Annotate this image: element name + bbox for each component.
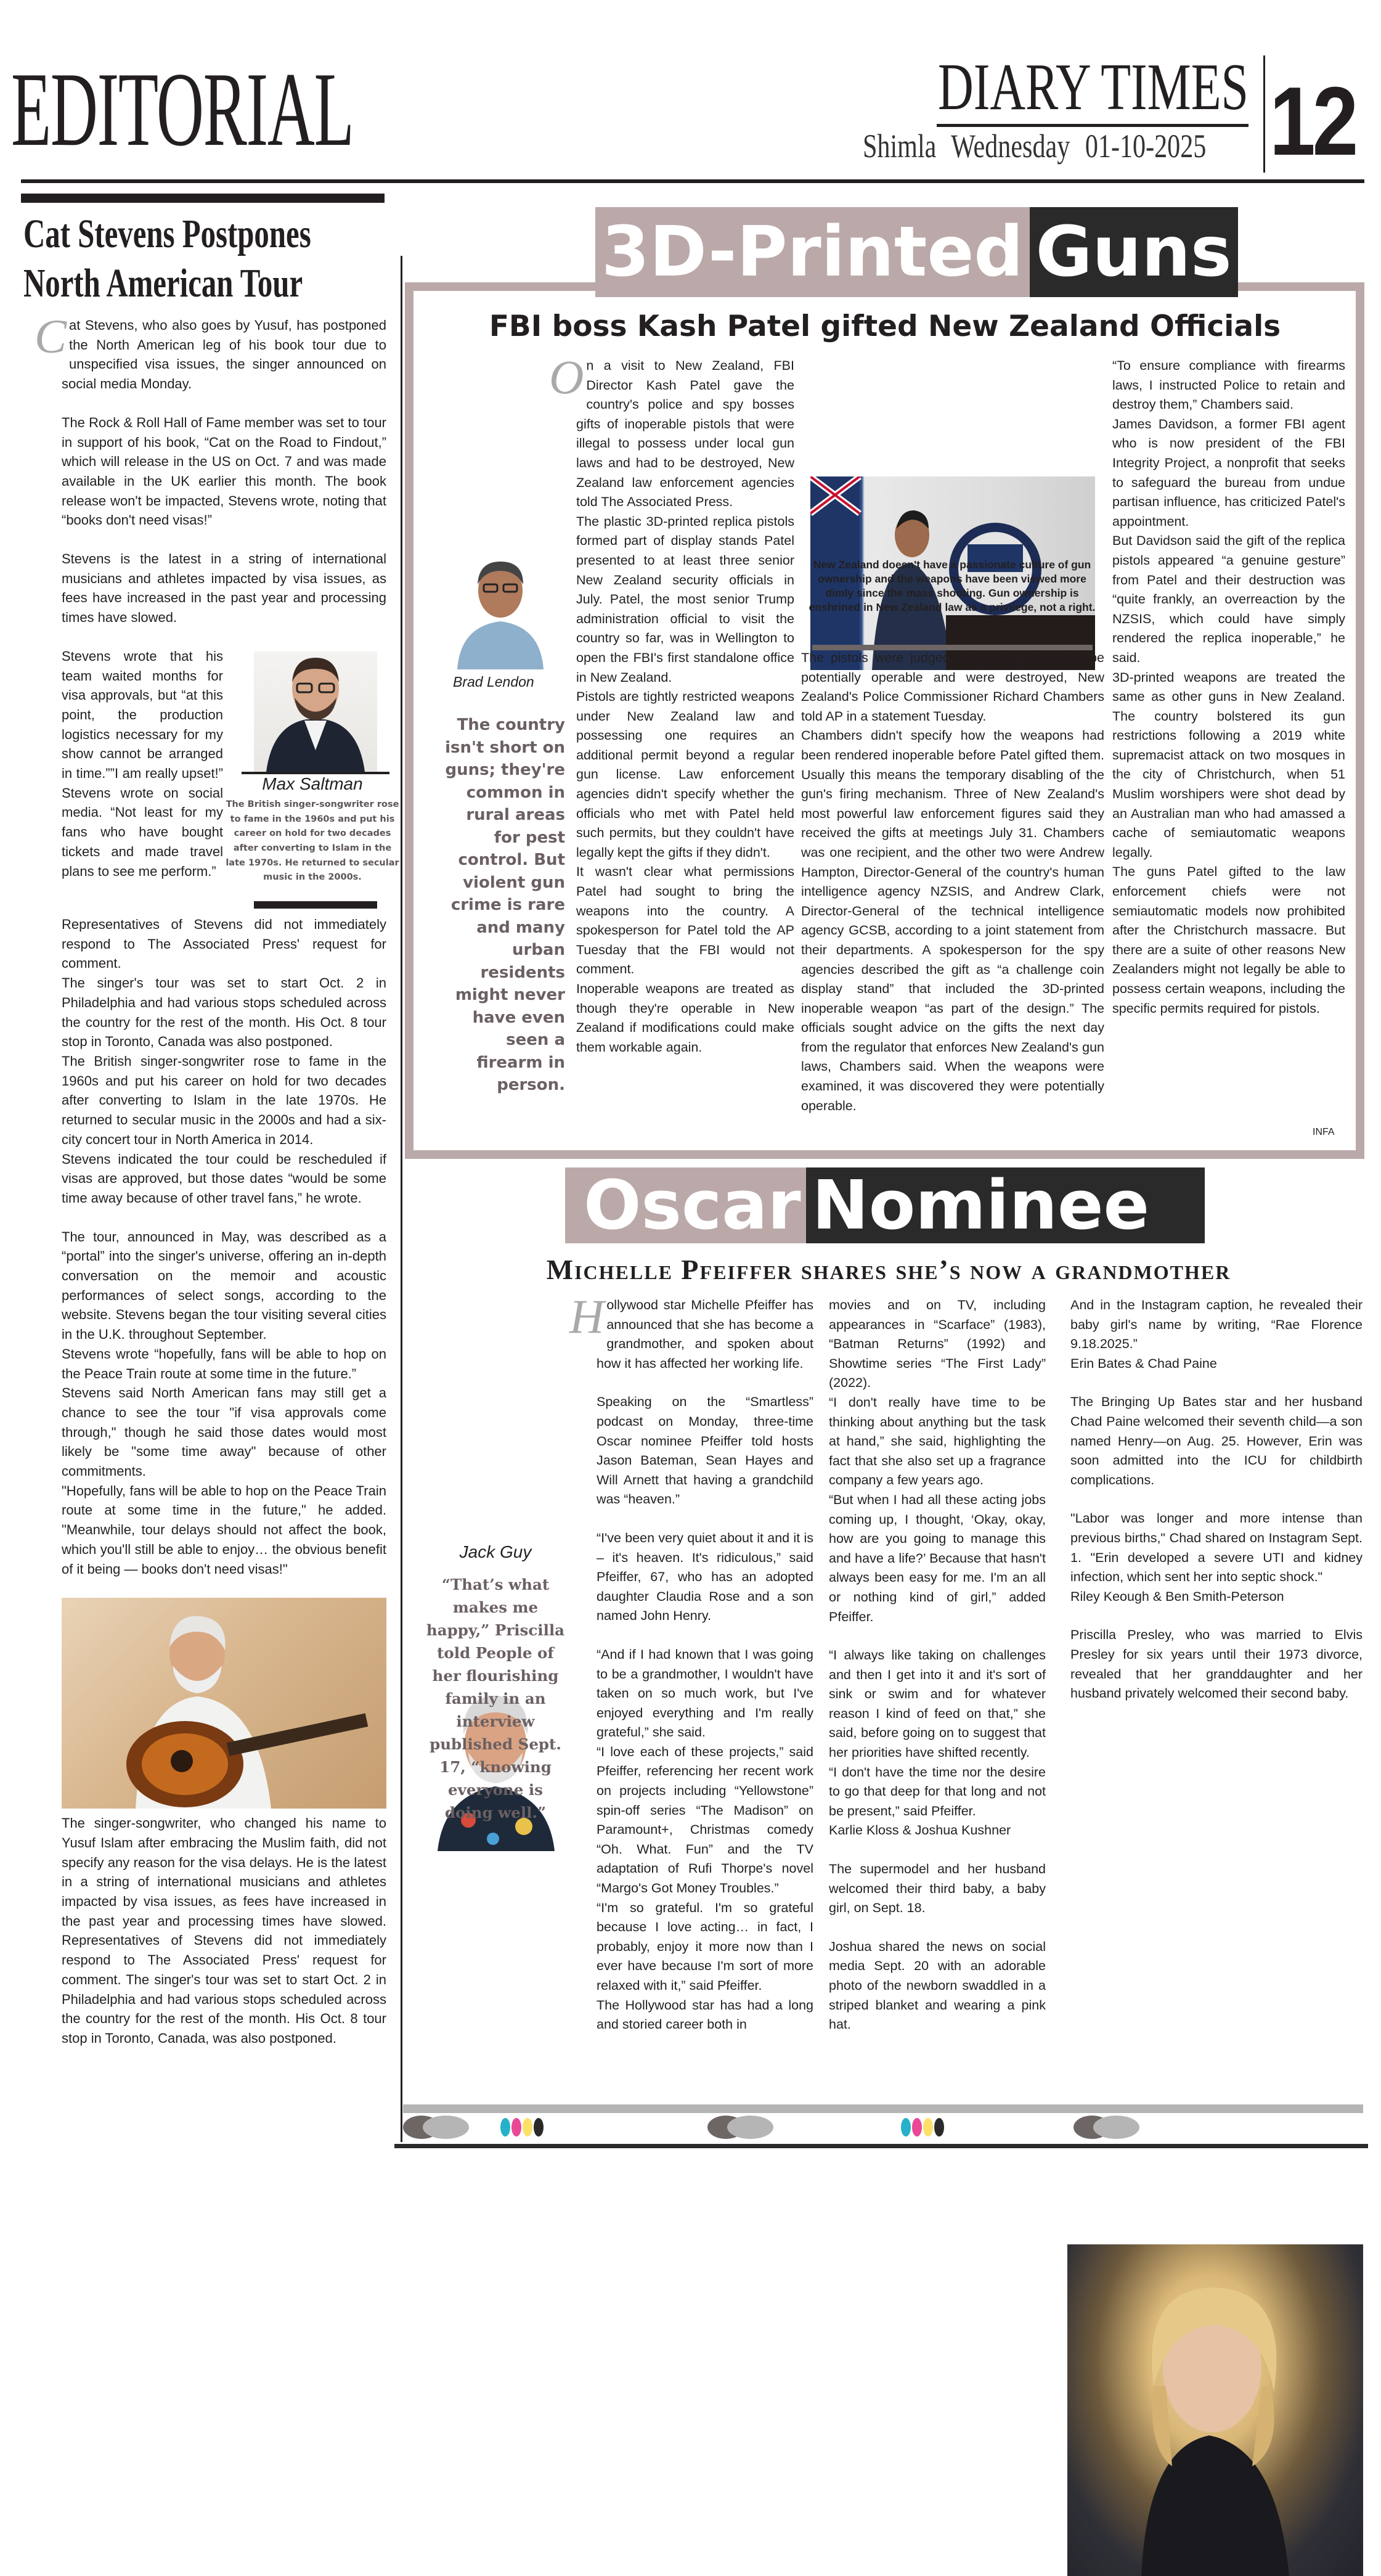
sidebar-quote bbox=[223, 647, 402, 909]
oscar-column-1 bbox=[569, 1290, 813, 2035]
paragraph: Erin Bates & Chad Paine bbox=[1070, 1355, 1217, 1371]
intro-text bbox=[35, 309, 386, 628]
banner-light-word: 3D-Printed bbox=[595, 207, 1030, 297]
paragraph: “I love each of these projects,” said Pfeiffer, referencing her recent work on projects including “Yellowstone” spin-off series “The Madison” on Paramount+, Christmas comedy “Oh. What. Fun” and the TV adaptation of Rufi Thorpe's novel “Margo's Got Money Troubles.” bbox=[597, 1744, 813, 1896]
credit-line: INFA bbox=[1313, 1127, 1335, 1137]
paragraph-group bbox=[35, 309, 386, 394]
paragraph: The pistols were judged by gun regulators to be potentially operable and were destroyed, New Zealand's Police Commissioner Richard Chambers told AP in a statement Tuesday. bbox=[801, 650, 1104, 724]
paragraph: But Davidson said the gift of the replica pistols appeared “a genuine gesture” from Patel and their destruction was “quite frankly, an overreaction by the NZSIS, which could have simply rendered the replica inoperable,” he said. bbox=[1112, 533, 1345, 665]
guns-column-2 bbox=[801, 648, 1104, 1116]
registration-mark-icon bbox=[707, 2116, 775, 2139]
paragraph: Riley Keough & Ben Smith-Peterson bbox=[1070, 1589, 1284, 1604]
paragraph-group bbox=[829, 1646, 1046, 1841]
paragraph: Stevens wrote that his team waited months for visa approvals, but “at this point, the production logistics necessary for my show cannot be arranged in time.””I am really upset!” Stevens wrote on social media. “Not least for my fans who have bought tickets and made travel plans to see me perform.” bbox=[62, 648, 223, 879]
max-saltman-photo bbox=[254, 652, 377, 772]
paragraph: James Davidson, a former FBI agent who is now president of the FBI Integrity Project, a nonprofit that seeks to safeguard the bureau from undue partisan influence, has criticized Patel's appointment. bbox=[1112, 416, 1345, 529]
guns-column-3 bbox=[1112, 356, 1345, 1018]
left-article-headline bbox=[23, 210, 388, 308]
paragraph: Pistols are tightly restricted weapons under New Zealand law and possessing one requires an additional permit beyond a regular gun license. Law enforcement agencies didn't specify whether the officials who met with Patel held such permits, but they couldn't have legally kept the gifts if they didn't. bbox=[576, 689, 794, 860]
paragraph-group bbox=[62, 413, 386, 530]
oscar-column-3 bbox=[1070, 1296, 1363, 1704]
paragraph-group bbox=[1070, 1509, 1363, 1606]
header-rule bbox=[21, 179, 1364, 183]
paragraph: “I'm so grateful. I'm so grateful because I love acting… in fact, I probably, enjoy it more now than I ever have because I'm sort of more relaxed with it,” said Pfeiffer. bbox=[597, 1900, 813, 1993]
paragraph-group bbox=[1112, 356, 1345, 1018]
banner-dark-word: Nominee bbox=[806, 1167, 1205, 1243]
closing-text bbox=[62, 1813, 386, 2048]
paragraph-group bbox=[1070, 1392, 1363, 1490]
michelle-pfeiffer-photo bbox=[1067, 2244, 1363, 2576]
oscar-headline: Michelle Pfeiffer shares she’s now a grandmother bbox=[546, 1254, 1231, 1285]
paragraph: “I don't really have time to be thinking about anything but the task at hand,” she said, highlighting the fact that she also set up a fragrance company a few years ago. bbox=[829, 1394, 1046, 1488]
paragraph-group bbox=[597, 1392, 813, 1510]
paragraph-group bbox=[829, 1937, 1046, 2035]
paragraph: “But when I had all these acting jobs coming up, I thought, ‘Okay, okay, how are you going to manage this and have a life?’ Because that hasn't always been easy for me. I'm an all or nothing kind of girl,” added Pfeiffer. bbox=[829, 1492, 1046, 1624]
paragraph-group bbox=[801, 648, 1104, 1116]
photo-caption: Max Saltman bbox=[262, 774, 363, 793]
paragraph: The Rock & Roll Hall of Fame member was set to tour in support of his book, “Cat on the Road to Findout,” which will release in the US on Oct. 7 and was made available in the UK earlier this month. The book release won't be impacted, Stevens wrote, noting that “books don't need visas!” bbox=[62, 414, 386, 528]
paragraph: The singer's tour was set to start Oct. 2 in Philadelphia and had various stops scheduled across the country for the rest of the month. His Oct. 8 tour stop in Toronto, Canada was also postponed. bbox=[62, 975, 386, 1050]
paragraph: Stevens indicated the tour could be rescheduled if visas are approved, but those dates “would be some time away because of other travel fans,” he wrote. bbox=[62, 1151, 386, 1206]
registration-mark-icon bbox=[1073, 2116, 1141, 2139]
paragraph-group bbox=[1070, 1296, 1363, 1373]
paragraph: “I always like taking on challenges and then I get into it and it's sort of sink or swim and for whatever reason I kind of feed on that,” she said, before going on to suggest that her priorities have shifted recently. bbox=[829, 1648, 1046, 1760]
author-caption: Brad Lendon bbox=[453, 674, 534, 690]
paragraph: And in the Instagram caption, he revealed their baby girl's name by writing, “Rae Florence 9.18.2025.” bbox=[1070, 1298, 1363, 1352]
paragraph: "Hopefully, fans will be able to hop on the Peace Train route at some time in the future," he added. "Meanwhile, tour delays should not affect the book, which you'll still be able to enjoy… the obvious benefit of it being — books don't need visas!" bbox=[62, 1482, 386, 1577]
author-caption: Jack Guy bbox=[459, 1542, 532, 1561]
paragraph-group bbox=[549, 350, 794, 1057]
paragraph: Stevens said North American fans may still get a chance to see the tour "if visa approvals come through," though he said those dates would most likely be "some time away" because of other commitments. bbox=[62, 1385, 386, 1479]
side-text bbox=[62, 647, 223, 909]
dateline: Shimla Wednesday 01-10-2025 bbox=[863, 128, 1207, 165]
paragraph: The Bringing Up Bates star and her husband Chad Paine welcomed their seventh child—a son named Henry—on Aug. 25. However, Erin was soon admitted into the ICU for childbirth complications. bbox=[1070, 1394, 1363, 1487]
banner-dark-word: Guns bbox=[1030, 207, 1238, 297]
paragraph: Priscilla Presley, who was married to Elvis Presley for six years until their 1973 divorce, revealed that her granddaughter and her husband privately welcomed their second baby. bbox=[1070, 1627, 1363, 1701]
paragraph-group bbox=[1070, 1625, 1363, 1703]
paragraph-group bbox=[62, 1813, 386, 2048]
oscar-section-banner bbox=[565, 1167, 1205, 1243]
paragraph: Speaking on the “Smartless” podcast on Monday, three-time Oscar nominee Pfeiffer told hosts Jason Bateman, Sean Hayes and Will Arnett that having a grandchild was “heaven.” bbox=[597, 1394, 813, 1507]
quote-bar bbox=[254, 901, 377, 909]
paragraph: The supermodel and her husband welcomed their third baby, a baby girl, on Sept. 18. bbox=[829, 1862, 1046, 1916]
paragraph: Joshua shared the news on social media Sept. 20 with an adorable photo of the newborn swaddled in a striped blanket and wearing a pink hat. bbox=[829, 1939, 1046, 2032]
left-article-body bbox=[35, 309, 399, 2048]
guns-section-banner bbox=[595, 207, 1238, 297]
paragraph: “I've been very quiet about it and it is – it's heaven. It's ridiculous,” said Pfeiffer, 67, who has an adopted daughter Claudia Rose and a son named John Henry. bbox=[597, 1530, 813, 1624]
paragraph: Hollywood star Michelle Pfeiffer has announced that she has become a grandmother, and spoken about how it has affected her working life. bbox=[569, 1290, 813, 1371]
guns-column-1 bbox=[549, 350, 794, 1057]
paragraph: "Labor was longer and more intense than previous births," Chad shared on Instagram Sept. 1. "Erin developed a severe UTI and kidney infection, which sent her into septic shock." bbox=[1070, 1511, 1363, 1585]
paragraph: The guns Patel gifted to the law enforcement chiefs were not semiautomatic models now prohibited after the Christchurch massacre. But there are a suite of other reasons New Zealanders might not legally be able to possess certain weapons, including the specific permits required for pistols. bbox=[1112, 864, 1345, 1016]
headline-line-2: North American Tour bbox=[23, 261, 303, 306]
paragraph: Inoperable weapons are treated as though they're operable in New Zealand if modifications could make them workable again. bbox=[576, 981, 794, 1055]
section-title: EDITORIAL bbox=[11, 51, 354, 168]
oscar-column-2 bbox=[829, 1296, 1046, 2035]
guns-pull-quote: The country isn't short on guns; they're common in rural areas for pest control. But violent gun crime is rare and many urban residents might never have even seen a firearm in person. bbox=[445, 716, 565, 1094]
paragraph-group bbox=[62, 1227, 386, 1579]
paragraph: The tour, announced in May, was described as a “portal” into the singer's universe, offering an in-depth conversation on the memoir and acoustic performances of select songs, according to the website. Stevens began the tour visiting several cities in the U.K. throughout September. bbox=[62, 1229, 386, 1343]
cmyk-swatch-icon bbox=[500, 2118, 544, 2136]
patel-photo-caption: New Zealand doesn't have a passionate culture of gun ownership and the weapons have been viewed more dimly since the mass shooting. Gun ownership is enshrined in New Zealand law as a privilege, not a right. bbox=[809, 558, 1096, 613]
banner-light-word: Oscar bbox=[565, 1167, 806, 1243]
paragraph-group bbox=[62, 549, 386, 628]
headline-line-1: Cat Stevens Postpones bbox=[23, 211, 311, 256]
paragraph: “I don't have the time nor the desire to go that deep for that long and not be present,” said Pfeiffer. bbox=[829, 1764, 1046, 1818]
pull-quote: The British singer-songwriter rose to fame in the 1960s and put his career on hold for two decades after converting to Islam in the late 1970s. He returned to secular music in the 2000s. bbox=[226, 799, 399, 883]
paragraph-group bbox=[62, 647, 223, 881]
paragraph: On a visit to New Zealand, FBI Director Kash Patel gave the country's police and spy bosses gifts of inoperable pistols that were illegal to possess under local gun laws and had to be destroyed, New Zealand law enforcement agencies told The Associated Press. bbox=[549, 350, 794, 510]
masthead-rule bbox=[937, 124, 1249, 127]
cat-stevens-guitar-photo bbox=[62, 1598, 386, 1809]
paragraph: The British singer-songwriter rose to fame in the 1960s and put his career on hold for two decades after converting to Islam in the late 1970s. He returned to secular music in the 2000s and had a six-city concert tour in North America in 2014. bbox=[62, 1053, 386, 1147]
quote-row bbox=[62, 647, 399, 909]
guns-headline: FBI boss Kash Patel gifted New Zealand Officials bbox=[489, 309, 1281, 343]
brad-lendon-photo bbox=[442, 552, 559, 669]
paragraph: Cat Stevens, who also goes by Yusuf, has postponed the North American leg of his book tour due to unspecified visa issues, the singer announced on social media Monday. bbox=[35, 309, 386, 392]
left-column-bar bbox=[21, 194, 385, 203]
footer-bar bbox=[403, 2104, 1363, 2113]
paragraph-group bbox=[829, 1860, 1046, 1918]
paragraph: Representatives of Stevens did not immediately respond to The Associated Press' request for comment. bbox=[62, 917, 386, 971]
paragraph: “And if I had known that I was going to be a grandmother, I wouldn't have taken on so much work, but I've enjoyed everything and I'm really grateful,” she said. bbox=[597, 1646, 813, 1740]
paragraph-group bbox=[597, 1645, 813, 2035]
paragraph-group bbox=[597, 1529, 813, 1626]
newspaper-name: DIARY TIMES bbox=[938, 51, 1249, 124]
paragraph: The plastic 3D-printed replica pistols formed part of display stands Patel presented to at least three senior New Zealand security officials in July. Patel, the most senior Trump administration official to visit the country so far, was in Wellington to open the FBI's first standalone office in New Zealand. bbox=[576, 513, 794, 685]
page-number: 12 bbox=[1269, 67, 1356, 176]
paragraph-group bbox=[829, 1296, 1046, 1627]
column-divider bbox=[401, 256, 402, 2142]
paragraph: Karlie Kloss & Joshua Kushner bbox=[829, 1823, 1011, 1838]
paragraph: 3D-printed weapons are treated the same as other guns in New Zealand. The country bolstered its gun restrictions following a 2019 white supremacist attack on two mosques in the city of Christchurch, when 51 Muslim worshipers were shot dead by an Australian man who had amassed a cache of semiautomatic weapons legally. bbox=[1112, 669, 1345, 860]
paragraph-group bbox=[62, 915, 386, 1208]
paragraph: movies and on TV, including appearances in “Scarface” (1983), “Batman Returns” (1992) and Showtime series “The First Lady” (2022). bbox=[829, 1298, 1046, 1391]
paragraph: Stevens wrote “hopefully, fans will be able to hop on the Peace Train route at some time in the future.” bbox=[62, 1346, 386, 1381]
masthead-divider bbox=[1263, 55, 1265, 173]
paragraph-group bbox=[569, 1290, 813, 1373]
paragraph: Chambers didn't specify how the weapons had been rendered inoperable before Patel gifted them. Usually this means the temporary disabling of the gun's firing mechanism. Three of New Zealand's most powerful law enforcement figures said they received the gifts at meetings July 31. Chambers was one recipient, and the other two were Andrew Hampton, Director-General of the country's human intelligence agency NZSIS, and Andrew Clark, Director-General of the technical intelligence agency GCSB, according to a joint statement from their departments. A spokesperson for the spy agencies described the gift as “a challenge coin display stand” that included the 3D-printed inoperable weapon “as part of the design.” The officials sought advice on the gifts the next day from the regulator that enforces New Zealand's gun laws, Chambers said. When the weapons were examined, it was discovered they were potentially operable. bbox=[801, 728, 1104, 1113]
paragraph: The singer-songwriter, who changed his name to Yusuf Islam after embracing the Muslim faith, did not specify any reason for the visa delays. He is the latest in a string of international musicians and athletes impacted by visa issues, as fees have increased in the past year and processing times have slowed. Representatives of Stevens did not immediately respond to The Associated Press' request for comment. The singer's tour was set to start Oct. 2 in Philadelphia and had various stops scheduled across the country for the rest of the month. His Oct. 8 tour stop in Toronto, Canada, was also postponed. bbox=[62, 1815, 386, 2046]
footer-rule bbox=[394, 2144, 1368, 2148]
cmyk-swatch-icon bbox=[901, 2118, 944, 2136]
paragraph: “To ensure compliance with firearms laws, I instructed Police to retain and destroy them,” Chambers said. bbox=[1112, 358, 1345, 412]
oscar-pull-quote: “That’s what makes me happy,” Priscilla told People of her flourishing family in an interview published Sept. 17, “knowing everyone is doing well.” bbox=[426, 1576, 565, 1822]
paragraph: It wasn't clear what permissions Patel had sought to bring the weapons into the country. A spokesperson for Patel told the AP Tuesday that the FBI would not comment. bbox=[576, 864, 794, 977]
paragraph: Stevens is the latest in a string of international musicians and athletes impacted by visa issues, as fees have increased in the past year and processing times have slowed. bbox=[62, 551, 386, 626]
registration-mark-icon bbox=[403, 2116, 471, 2139]
paragraph: The Hollywood star has had a long and storied career both in bbox=[597, 1997, 813, 2032]
middle-text bbox=[62, 915, 386, 1579]
